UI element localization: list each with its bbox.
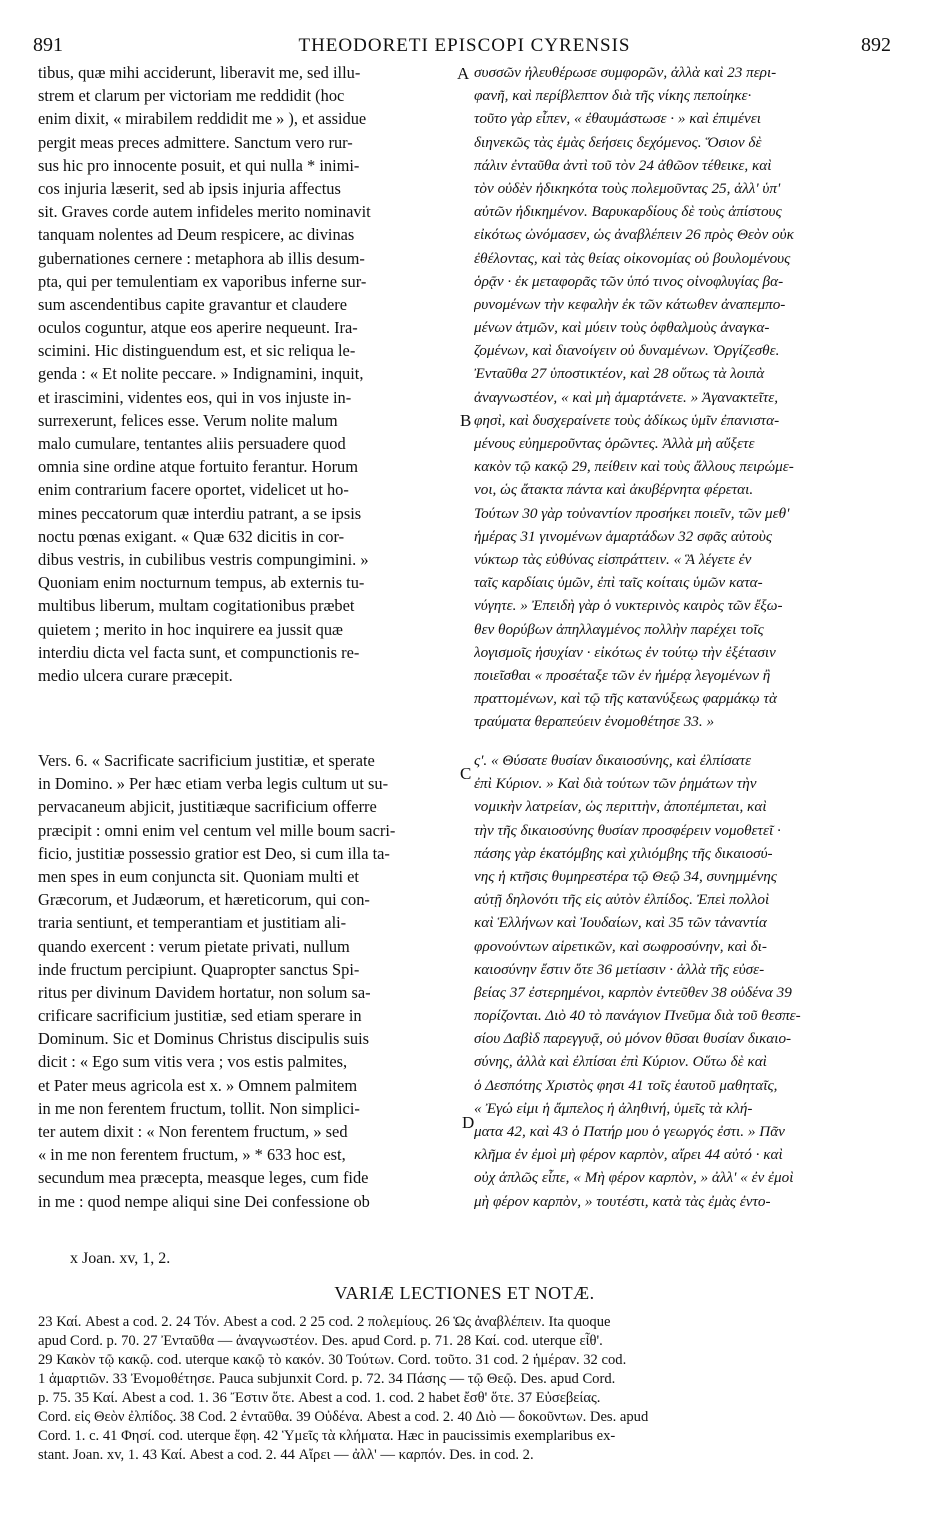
greek-text-line: τὴν τῆς δικαιοσύνης θυσίαν προσφέρειν νομοθετεῖ · (474, 821, 781, 839)
greek-column-bottom (474, 749, 906, 1213)
latin-text-line: scimini. Hic distinguendum est, et sic reliqua le- (38, 341, 356, 361)
greek-text-line: ρυνομένων τὴν κεφαλὴν ἐκ τῶν κάτωθεν ἀναπεμπο- (474, 295, 786, 313)
latin-text-line: ter autem dixit : « Non ferentem fructum, » sed (38, 1122, 348, 1141)
greek-text-line: πορίζονται. Διὸ 40 τὸ πανάγιον Πνεῦμα διὰ τοῦ θεσπε- (474, 1007, 801, 1025)
latin-text-line: enim dixit, « mirabilem reddidit me » ), et assidue (38, 109, 367, 129)
greek-text-line: αὐτῇ δηλονότι τῆς εἰς αὐτὸν ἐλπίδος. Ἐπεὶ πολλοὶ (474, 891, 770, 909)
greek-text-line: νης ἡ κτῆσις θυμηρεστέρα τῷ Θεῷ 34, συνημμένης (474, 867, 777, 885)
greek-text-line: κλῆμα ἐν ἐμοὶ μὴ φέρον καρπὸν, αἴρει 44 αὐτό · καὶ (474, 1146, 783, 1164)
greek-text-line: νύγητε. » Ἐπειδὴ γὰρ ὁ νυκτερινὸς καιρὸς τῶν ἔξω- (474, 597, 783, 615)
page-number-right: 892 (861, 34, 891, 56)
latin-text-line: sum ascendentibus capite gravantur et claudere (38, 294, 348, 314)
latin-text-line: pervacaneum abjicit, justitiæque sacrificium offerre (38, 797, 377, 817)
note-line: 1 ἁμαρτιῶν. 33 Ἐνομοθέτησε. Pauca subjunxit Cord. p. 72. 34 Πάσης — τῷ Θεῷ. Des. apud Cord. (38, 1371, 616, 1387)
latin-text-line: dibus vestris, in cubilibus vestris compungimini. » (38, 549, 369, 569)
latin-text-line: pta, qui per temulentiam ex vaporibus inferne sur- (38, 271, 367, 291)
note-line: p. 75. 35 Καί. Abest a cod. 1. 36 Ἔστιν ὅτε. Abest a cod. 1. cod. 2 habet ἔσθ' ὅτε. 37 Εὐσεβείας. (38, 1390, 601, 1406)
greek-text-line: ἀναγνωστέον, « καὶ μὴ ἁμαρτάνετε. » Ἀγανακτεῖτε, (474, 388, 779, 406)
greek-text-line: αὐτῶν ἠδικημένον. Βαρυκαρδίους δὲ τοὺς ἀπίστους (474, 203, 782, 221)
latin-text-line: noctu pœnas exigant. « Quæ 632 dicitis in cor- (38, 526, 345, 546)
greek-text-line: σύνης, ἀλλὰ καὶ ἐλπίσαι ἐπὶ Κύριον. Οὕτω δὲ καὶ (474, 1053, 767, 1071)
greek-text-line: λογισμοῖς ἡσυχίαν · εἰκότως ἐν τούτῳ τὴν ἐξέτασιν (474, 643, 776, 661)
greek-text-line: τοῦτο γὰρ εἶπεν, « ἐθαυμάστωσε · » καὶ ἐπιμένει (474, 110, 761, 128)
greek-text-line: Τούτων 30 γὰρ τοὐναντίον προσήκει ποιεῖν, τῶν μεθ' (474, 504, 790, 522)
greek-text-line: ζομένων, καὶ διανοίγειν οὐ δυναμένων. Ὀργίζεσθε. (474, 342, 780, 360)
latin-text-line: gubernationes cernere : metaphora ab illis desum- (38, 248, 365, 268)
latin-text-line: men spes in eum conjuncta sit. Quoniam multi et (38, 866, 359, 886)
greek-text-line: διηνεκῶς τὰς ἐμὰς δεήσεις δεχόμενος. Ὅσιον δὲ (474, 133, 762, 151)
latin-text-line: ficio, justitiæ possessio gratior est Deo, si cum illa ta- (38, 843, 390, 863)
greek-text-line: θεν θορύβων ἀπηλλαγμένος πολλὴν παρέχει τοῖς (474, 620, 764, 638)
greek-text-line: τὸν οὐδὲν ἠδικηκότα τοὺς πολεμοῦντας 25, ἀλλ' ὑπ' (474, 179, 781, 197)
greek-text-line: ὁρᾷν · ἐκ μεταφορᾶς τῶν ὑπό τινος οἰνοφλυγίας βα- (474, 272, 784, 290)
latin-text-line: in Domino. » Per hæc etiam verba legis cultum ut su- (38, 774, 389, 794)
greek-text-line: τραύματα θεραπεύειν ἐνομοθέτησε 33. » (474, 713, 715, 731)
greek-text-line: καὶ Ἑλλήνων καὶ Ἰουδαίων, καὶ 35 τῶν τἀναντία (474, 914, 767, 932)
greek-text-line: εἰκότως ὠνόμασεν, ὡς ἀναβλέπειν 26 πρὸς Θεὸν οὐκ (474, 226, 794, 244)
greek-text-line: σίου Δαβὶδ παρεγγυᾷ, οὐ μόνον θῦσαι θυσίαν δικαιο- (474, 1030, 792, 1048)
greek-text-line: μένους εὐημεροῦντας ὁρῶντες. Ἀλλὰ μὴ αὔξετε (474, 435, 755, 452)
page-header (0, 34, 929, 62)
note-line: apud Cord. p. 70. 27 Ἐνταῦθα — ἀναγνωστέον. Des. apud Cord. p. 71. 28 Καί. cod. uterque εἶθ'. (38, 1333, 603, 1349)
latin-column-top (38, 61, 458, 687)
note-line: stant. Joan. xv, 1. 43 Καί. Abest a cod. 2. 44 Αἴρει — ἀλλ' — καρπόν. Des. in cod. 2. (38, 1447, 534, 1463)
section-marker-b: B (460, 411, 472, 430)
latin-text-line: quietem ; merito in hoc inquirere ea jussit quæ (38, 619, 343, 639)
latin-text-line: sus hic pro innocente posuit, et qui nulla * inimi- (38, 155, 360, 175)
greek-text-line: μὴ φέρον καρπὸν, » τουτέστι, κατὰ τὰς ἐμὰς ἐντο- (474, 1192, 771, 1210)
greek-text-line: νύκτωρ τὰς εὐθύνας εἰσπράττειν. « Ἃ λέγετε ἐν (474, 550, 752, 568)
greek-text-line: μένων ἀτμῶν, καὶ μύειν τοὺς ὀφθαλμοὺς ἀναγκα- (474, 319, 770, 337)
latin-text-line: Dominum. Sic et Dominus Christus discipulis suis (38, 1029, 370, 1049)
latin-text-line: cos injuria læserit, sed ab ipsis injuria affectus (38, 178, 341, 198)
latin-text-line: surrexerunt, felices esse. Verum nolite malum (38, 410, 338, 430)
latin-text-line: multibus liberum, multam cogitationibus præbet (38, 596, 355, 616)
greek-text-line: πάλιν ἐνταῦθα ἀντὶ τοῦ τὸν 24 ἀθῶον τέθεικε, καὶ (474, 156, 772, 174)
latin-text-line: et irascimini, videntes eos, qui in vos injuste in- (38, 387, 352, 407)
greek-text-line: Ἐνταῦθα 27 ὑποστικτέον, καὶ 28 οὕτως τὰ λοιπὰ (474, 365, 765, 383)
note-line: 23 Καί. Abest a cod. 2. 24 Τόν. Abest a cod. 2 25 cod. 2 πολεμίους. 26 Ὡς ἀναβλέπειν. Ita quoque (38, 1314, 611, 1330)
greek-text-line: ὁ Δεσπότης Χριστὸς φησι 41 τοῖς ἑαυτοῦ μαθηταῖς, (474, 1076, 778, 1094)
latin-text-line: malo cumulare, tentantes aliis persuadere quod (38, 434, 346, 453)
latin-text-line: Græcorum, et Judæorum, et hæreticorum, qui con- (38, 890, 370, 910)
greek-text-line: νοι, ὡς ἄτακτα πάντα καὶ ἀκυβέρνητα φέρεται. (474, 481, 754, 499)
latin-text-line: secundum mea præcepta, measque leges, cum fide (38, 1168, 369, 1188)
latin-text-line: enim contrarium facere oportet, videlicet ut ho- (38, 480, 349, 500)
greek-text-line: οὐχ ἁπλῶς εἶπε, « Μὴ φέρον καρπὸν, » ἀλλ' « ἐν ἐμοὶ (474, 1169, 794, 1187)
latin-text-line: tanquam nolentes ad Deum respicere, ac divinas (38, 225, 355, 245)
greek-text-line: νομικὴν λατρείαν, ὡς περιττὴν, ἀποπέμπεται, καὶ (474, 798, 767, 816)
greek-text-line: καιοσύνην ἔστιν ὅτε 36 μετίασιν · ἀλλὰ τῆς εὐσε- (474, 960, 765, 978)
greek-text-line: πραττομένων, καὶ τῷ τῆς κατανύξεως φαρμάκῳ τὰ (474, 690, 777, 708)
greek-text-line: « Ἐγώ εἰμι ἡ ἄμπελος ἡ ἀληθινή, ὑμεῖς τὰ κλή- (474, 1099, 753, 1117)
variant-readings-notes (38, 1313, 906, 1465)
latin-text-line: strem et clarum per victoriam me reddidit (hoc (38, 86, 345, 106)
latin-text-line: pergit meas preces admittere. Sanctum vero rur- (38, 132, 353, 152)
greek-text-line: συσσῶν ἠλευθέρωσε συμφορῶν, ἀλλὰ καὶ 23 περι- (474, 64, 777, 81)
greek-text-line: ματα 42, καὶ 43 ὁ Πατήρ μου ὁ γεωργός ἐστι. » Πᾶν (474, 1123, 785, 1140)
greek-text-line: κακὸν τῷ κακῷ 29, πείθειν καὶ τοὺς ἄλλους πειρώμε- (474, 458, 794, 476)
greek-text-line: ἐθέλοντας, καὶ τὰς θείας οἰκονομίας οὐ βουλομένους (474, 249, 791, 267)
latin-text-line: sit. Graves corde autem infideles merito nominavit (38, 202, 371, 222)
latin-text-line: Quoniam enim nocturnum tempus, ab externis tu- (38, 573, 365, 593)
latin-text-line: præcipit : omni enim vel centum vel mille boum sacri- (38, 820, 396, 840)
latin-text-line: inde fructum percipiunt. Quapropter sanctus Spi- (38, 959, 360, 979)
latin-text-line: et Pater meus agricola est x. » Omnem palmitem (38, 1075, 358, 1095)
notes-heading: VARIÆ LECTIONES ET NOTÆ. (334, 1283, 595, 1303)
latin-text-line: ritus per divinum Davidem hortatur, non solum sa- (38, 982, 371, 1002)
latin-text-line: crificare sacrificium justitiæ, sed etiam sperare in (38, 1006, 362, 1026)
scripture-footnote: x Joan. xv, 1, 2. (70, 1250, 171, 1267)
latin-text-line: genda : « Et nolite peccare. » Indignamini, inquit, (38, 364, 364, 384)
latin-text-line: Vers. 6. « Sacrificate sacrificium justitiæ, et sperate (38, 751, 375, 770)
note-line: Cord. εἰς Θεὸν ἐλπίδος. 38 Cod. 2 ἐνταῦθα. 39 Οὐδένα. Abest a cod. 2. 40 Διὸ — δοκοῦντων. Des. apud (38, 1409, 649, 1425)
latin-text-line: « in me non ferentem fructum, » * 633 hoc est, (38, 1145, 346, 1165)
running-title: THEODORETI EPISCOPI CYRENSIS (298, 35, 631, 56)
latin-column-bottom (38, 749, 458, 1213)
note-line: 29 Κακὸν τῷ κακῷ. cod. uterque κακῷ τὸ κακόν. 30 Τούτων. Cord. τοῦτο. 31 cod. 2 ἡμέραν. 32 cod. (38, 1352, 627, 1368)
greek-text-line: βείας 37 ἐστερημένοι, καρπὸν ἐντεῦθεν 38 οὐδένα 39 (474, 983, 792, 1001)
greek-text-line: ἐπὶ Κύριον. » Καὶ διὰ τούτων τῶν ῥημάτων τὴν (474, 775, 757, 793)
greek-column-top (474, 61, 906, 733)
greek-text-line: ποιεῖσθαι « προσέταξε τῶν ἐν ἡμέρᾳ λεγομένων ἢ (474, 666, 771, 684)
note-line: Cord. 1. c. 41 Φησί. cod. uterque ἔφη. 42 Ὑμεῖς τὰ κλήματα. Hæc in paucissimis exemplaribus ex- (38, 1428, 616, 1444)
latin-text-line: tibus, quæ mihi acciderunt, liberavit me, sed illu- (38, 63, 361, 82)
latin-text-line: in me : quod nempe aliqui sine Dei confessione ob (38, 1191, 370, 1211)
section-marker-d: D (462, 1113, 475, 1132)
latin-text-line: mines peccatorum quæ interdiu patrant, a se ipsis (38, 503, 362, 523)
latin-text-line: medio ulcera curare præcepit. (38, 665, 233, 685)
latin-text-line: quando exercent : verum pietate privati, nullum (38, 936, 350, 956)
latin-text-line: interdiu dicta vel facta sunt, et compunctionis re- (38, 642, 360, 662)
latin-text-line: omnia sine ordine atque fortuito ferantur. Horum (38, 457, 358, 477)
greek-text-line: φρονούντων αἱρετικῶν, καὶ σωφροσύνην, καὶ δι- (474, 937, 767, 955)
greek-text-line: ς'. « Θύσατε θυσίαν δικαιοσύνης, καὶ ἐλπίσατε (474, 752, 752, 769)
greek-text-line: φανῆ, καὶ περίβλεπτον διὰ τῆς νίκης πεποίηκε· (474, 87, 752, 105)
greek-text-line: ἡμέρας 31 γινομένων ἁμαρτάδων 32 σφᾶς αὐτοὺς (474, 527, 772, 545)
section-marker-a: A (457, 64, 470, 83)
latin-text-line: traria sentiunt, et temperantiam et justitiam ali- (38, 913, 347, 933)
greek-text-line: ταῖς καρδίαις ὑμῶν, ἐπὶ ταῖς κοίταις ὑμῶν κατα- (474, 574, 763, 592)
latin-text-line: dicit : « Ego sum vitis vera ; vos estis palmites, (38, 1052, 348, 1072)
latin-text-line: in me non ferentem fructum, tollit. Non simplici- (38, 1098, 360, 1118)
page-number-left: 891 (33, 34, 63, 56)
latin-text-line: oculos coguntur, atque eos aperire nequeunt. Ira- (38, 318, 358, 338)
greek-text-line: φησὶ, καὶ δυσχεραίνετε τοὺς ἀδίκως ὑμῖν ἐπανιστα- (474, 411, 780, 429)
greek-text-line: πάσης γὰρ ἑκατόμβης καὶ χιλιόμβης τῆς δικαιοσύ- (474, 844, 773, 862)
section-marker-c: C (460, 764, 472, 783)
